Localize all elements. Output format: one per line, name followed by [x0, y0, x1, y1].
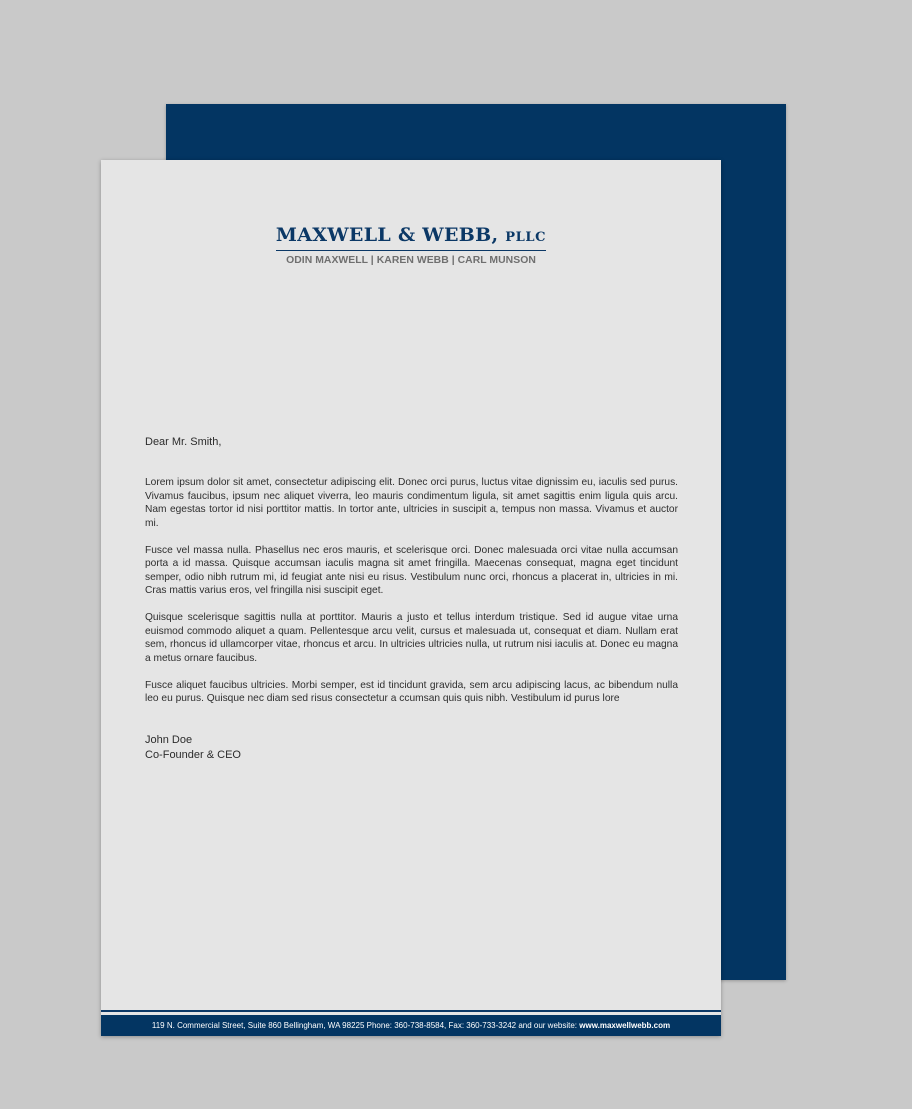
footer-bar	[101, 1015, 721, 1036]
signer-name: John Doe	[145, 734, 193, 746]
salutation: Dear Mr. Smith,	[145, 436, 222, 448]
body-paragraph: Lorem ipsum dolor sit amet, consectetur adipiscing elit. Donec orci purus, luctus vitae dignissim eu, iaculis sed purus. Vivamus faucibus, ipsum nec aliquet viverra, leo mauris condimentum ligula, sit amet sagittis enim ligula quis arcu. Nam egestas tortor id nisi porttitor mattis. In tortor ante, ultricies in suscipit a, tempus non massa. Vivamus et auctor mi.	[145, 477, 678, 529]
letter-page	[101, 160, 721, 1036]
partner-names: ODIN MAXWELL | KAREN WEBB | CARL MUNSON	[286, 255, 536, 266]
firm-suffix: PLLC	[505, 230, 547, 245]
letter-body	[145, 476, 678, 719]
firm-name-main: MAXWELL & WEBB,	[275, 224, 499, 246]
letterhead	[101, 224, 721, 266]
body-paragraph: Fusce aliquet faucibus ultricies. Morbi semper, est id tincidunt gravida, sem arcu adipiscing lacus, ac bibendum nulla leo eu purus. Quisque nec diam sed risus consectetur a ccumsan quis quis nibh. Vestibulum id purus lore	[145, 679, 678, 704]
body-paragraph: Fusce vel massa nulla. Phasellus nec eros mauris, et scelerisque orci. Donec malesuada orci vitae nulla accumsan porta a id massa. Quisque accumsan iaculis magna sit amet fringilla. Maecenas consequat, magna eget tincidunt semper, odio nibh rutrum mi, id feugiat ante nisi eu risus. Vestibulum nunc orci, rhoncus a placerat in, ultricies in mi. Cras mattis varius eros, vel fringilla nisi suscipit eget.	[145, 544, 678, 596]
footer-contact: 119 N. Commercial Street, Suite 860 Bellingham, WA 98225 Phone: 360-738-8584, Fax: 360-733-3242 and our website:	[151, 1021, 578, 1030]
footer-website: www.maxwellwebb.com	[579, 1021, 671, 1030]
signature-block	[145, 733, 241, 763]
footer-rule	[101, 1010, 721, 1012]
signer-title: Co-Founder & CEO	[145, 749, 241, 761]
firm-name	[276, 224, 546, 251]
body-paragraph: Quisque scelerisque sagittis nulla at porttitor. Mauris a justo et tellus interdum tristique. Sed id augue vitae urna euismod commodo aliquet a quam. Pellentesque arcu velit, cursus et malesuada ut, consequat et diam. Nullam erat sem, rhoncus id ullamcorper vitae, rhoncus et arcu. In ultricies ultricies nulla, ut rutrum nisi iaculis at. Donec eu magna a metus ornare faucibus.	[145, 612, 678, 664]
